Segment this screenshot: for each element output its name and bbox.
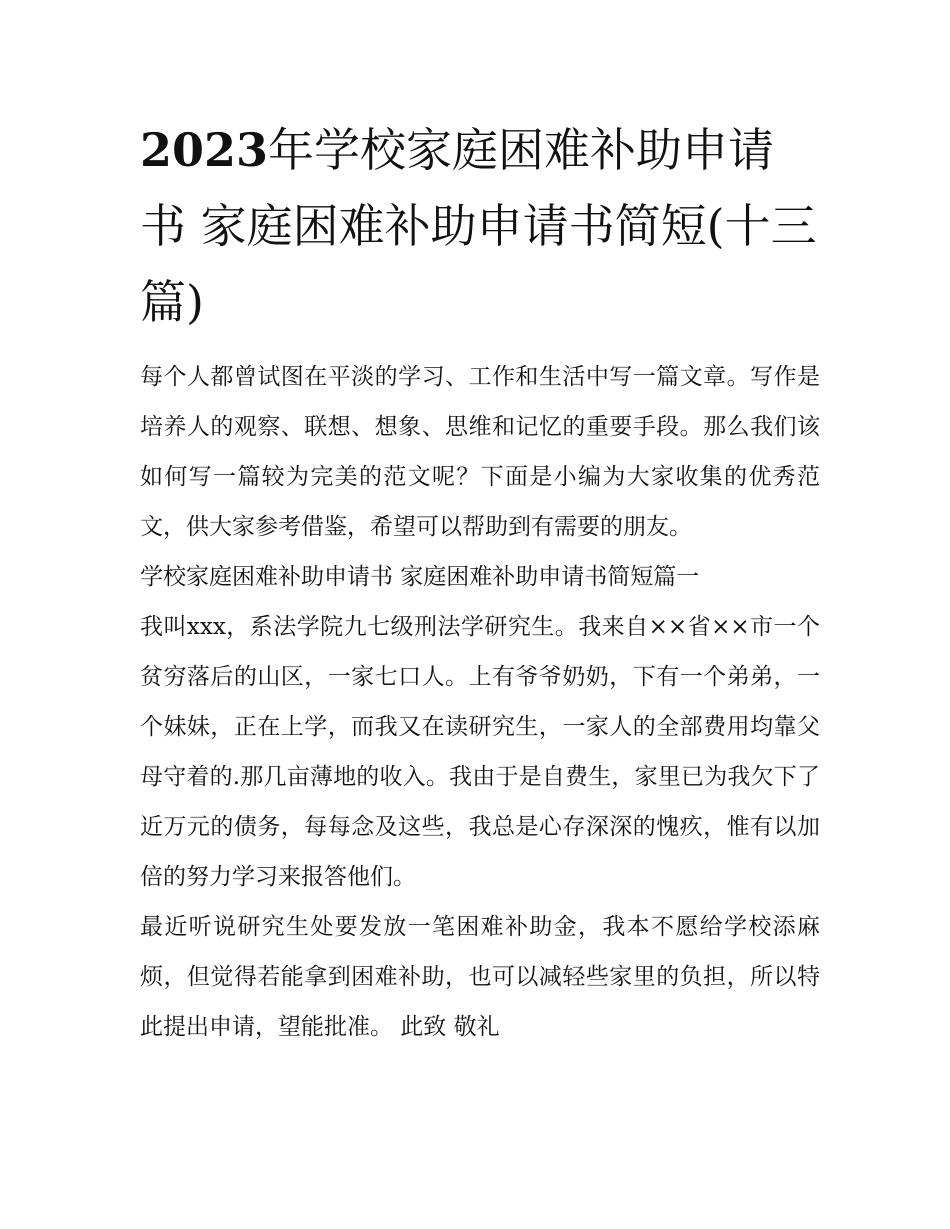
document-title xyxy=(140,112,820,340)
intro-paragraph: 每个人都曾试图在平淡的学习、工作和生活中写一篇文章。写作是培养人的观察、联想、想象、思维和记忆的重要手段。那么我们该如何写一篇较为完美的范文呢？下面是小编为大家收集的优秀范文，供大家参考借鉴，希望可以帮助到有需要的朋友。 xyxy=(140,364,820,540)
title-text: 年学校家庭困难补助申请书 家庭困难补助申请书简短(十三篇) xyxy=(140,123,817,329)
body-paragraph-2: 最近听说研究生处要发放一笔困难补助金，我本不愿给学校添麻烦，但觉得若能拿到困难补助，也可以减轻些家里的负担，所以特此提出申请，望能批准。 此致 敬礼 xyxy=(140,914,820,1040)
body-paragraph-1: 我叫xxx，系法学院九七级刑法学研究生。我来自××省××市一个贫穷落后的山区，一家七口人。上有爷爷奶奶，下有一个弟弟，一个妹妹，正在上学，而我又在读研究生，一家人的全部费用均靠父母守着的.那几亩薄地的收入。我由于是自费生，家里已为我欠下了近万元的债务，每每念及这些，我总是心存深深的愧疚，惟有以加倍的努力学习来报答他们。 xyxy=(140,614,820,890)
section-heading: 学校家庭困难补助申请书 家庭困难补助申请书简短篇一 xyxy=(140,564,700,590)
title-year: 2023 xyxy=(140,123,269,177)
document-body xyxy=(140,352,820,1052)
